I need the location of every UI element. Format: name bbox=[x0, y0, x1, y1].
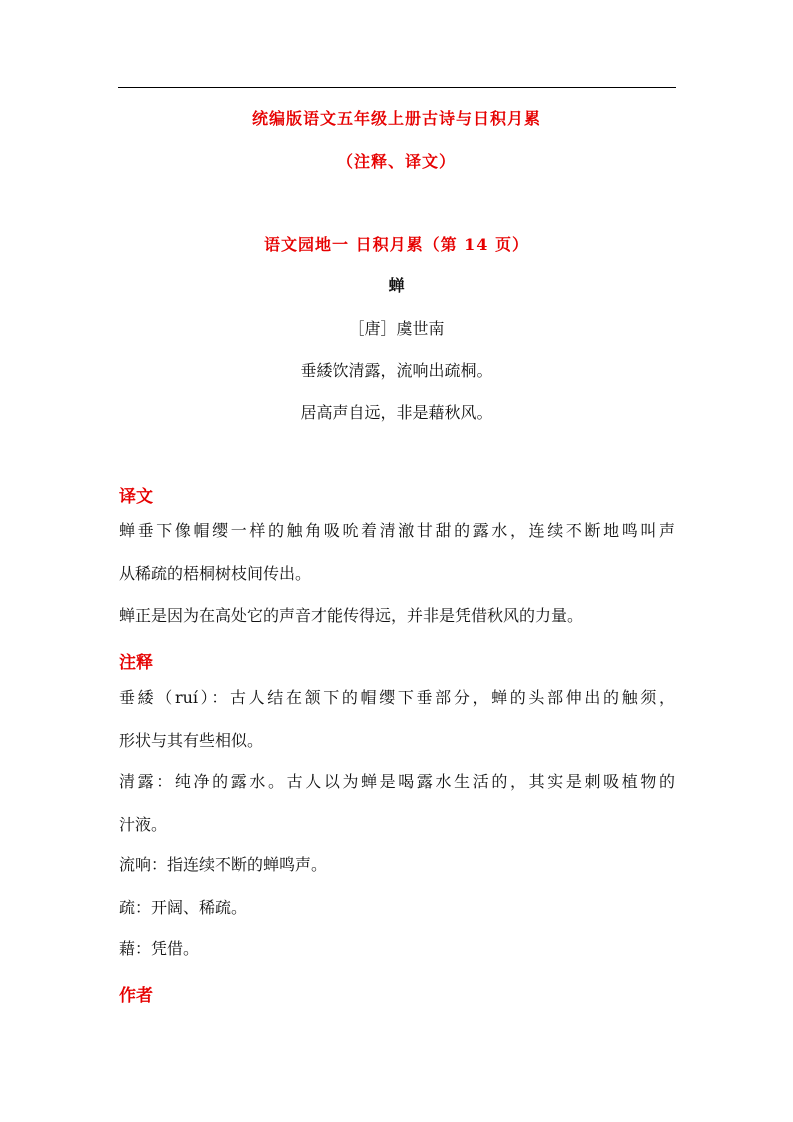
poem-author: ［唐］虞世南 bbox=[348, 319, 445, 338]
note-item: 垂緌（ruí）：古人结在颔下的帽缨下垂部分，蝉的头部伸出的触须， bbox=[119, 688, 675, 707]
poem-line-2: 居高声自远，非是藉秋风。 bbox=[300, 403, 493, 422]
translation-paragraph: 蝉垂下像帽缨一样的触角吸吮着清澈甘甜的露水，连续不断地鸣叫声 bbox=[119, 521, 675, 540]
poem-title: 蝉 bbox=[388, 276, 405, 295]
document-title: 统编版语文五年级上册古诗与日积月累 bbox=[251, 109, 541, 128]
note-item: 流响：指连续不断的蝉鸣声。 bbox=[119, 855, 328, 874]
author-heading: 作者 bbox=[119, 986, 153, 1006]
note-item: 疏：开阔、稀疏。 bbox=[119, 898, 248, 917]
section-title: 语文园地一 日积月累（第 14 页） bbox=[264, 235, 529, 254]
note-item: 形状与其有些相似。 bbox=[119, 731, 264, 750]
notes-heading: 注释 bbox=[119, 653, 153, 673]
translation-heading: 译文 bbox=[119, 487, 153, 507]
translation-paragraph: 蝉正是因为在高处它的声音才能传得远，并非是凭借秋风的力量。 bbox=[119, 606, 584, 625]
note-item: 汁液。 bbox=[119, 815, 168, 834]
document-subtitle: （注释、译文） bbox=[336, 152, 456, 171]
poem-line-1: 垂緌饮清露，流响出疏桐。 bbox=[300, 361, 493, 380]
note-item: 藉：凭借。 bbox=[119, 939, 200, 958]
header-rule bbox=[118, 87, 676, 88]
note-item: 清露：纯净的露水。古人以为蝉是喝露水生活的，其实是刺吸植物的 bbox=[119, 772, 675, 791]
translation-paragraph: 从稀疏的梧桐树枝间传出。 bbox=[119, 564, 312, 583]
